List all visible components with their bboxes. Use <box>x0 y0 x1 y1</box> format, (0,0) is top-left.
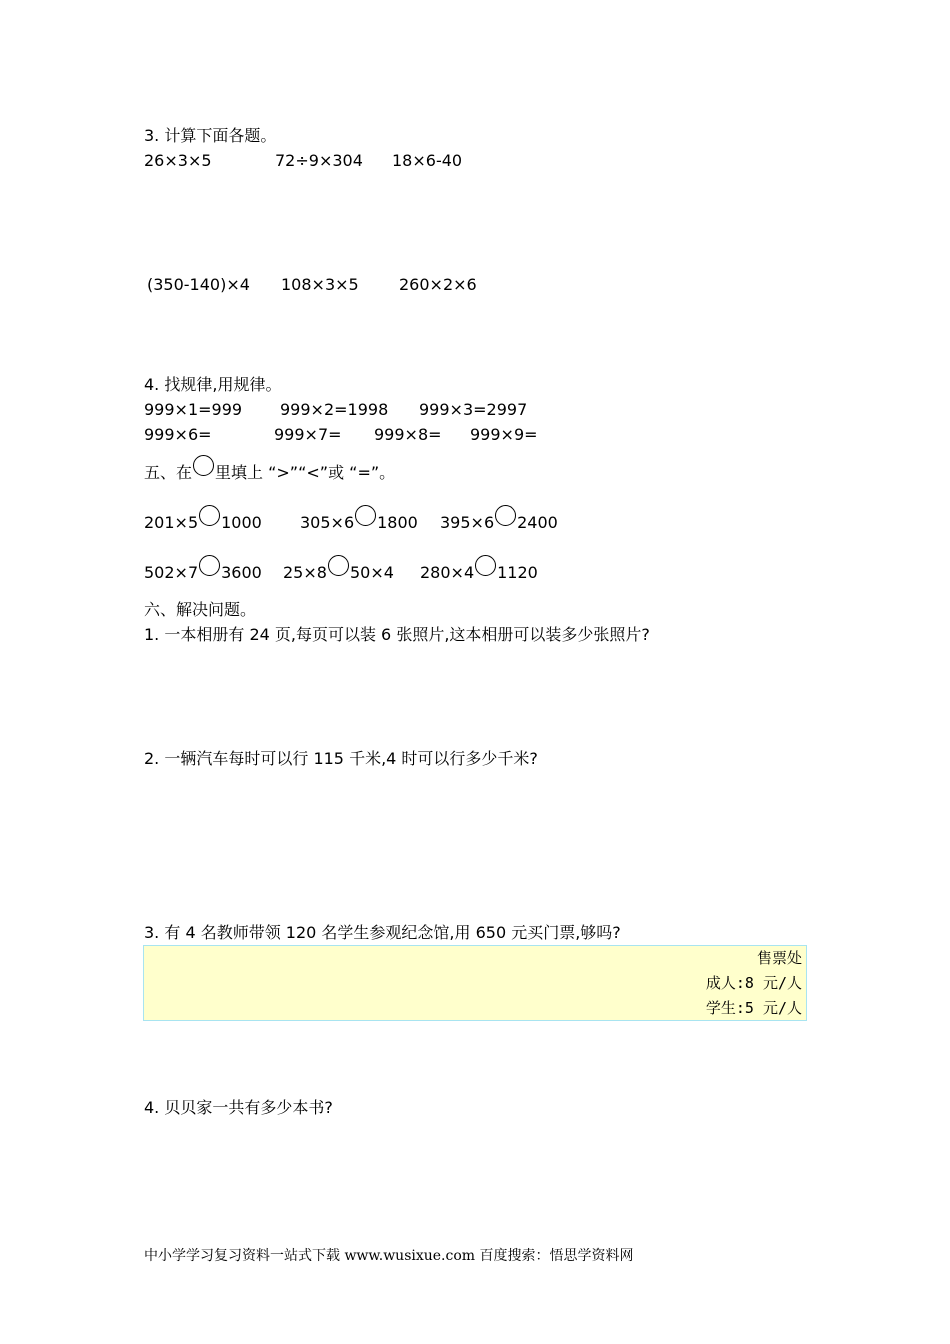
question-4: 4. 贝贝家一共有多少本书? <box>144 1098 333 1117</box>
answer-circle-icon[interactable] <box>495 505 516 526</box>
pattern-blank: 999×9= <box>470 425 538 444</box>
compare-left: 280×4 <box>420 563 475 582</box>
compare-right: 2400 <box>517 513 558 532</box>
compare-circle-icon <box>193 455 214 476</box>
expression: 18×6-40 <box>392 151 463 170</box>
compare-item <box>300 505 418 533</box>
part5-row1 <box>144 505 764 532</box>
pattern-blank: 999×7= <box>274 425 342 444</box>
question-1: 1. 一本相册有 24 页,每页可以装 6 张照片,这本相册可以装多少张照片? <box>144 625 650 644</box>
answer-circle-icon[interactable] <box>328 555 349 576</box>
pattern-item: 999×1=999 <box>144 400 243 419</box>
pattern-blank: 999×6= <box>144 425 212 444</box>
ticket-student-price: 学生:5 元/人 <box>705 999 802 1017</box>
section3-row1 <box>144 151 744 171</box>
expression: 108×3×5 <box>281 275 359 294</box>
compare-left: 395×6 <box>440 513 495 532</box>
section4-title: 4. 找规律,用规律。 <box>144 375 282 394</box>
page-footer: 中小学学习复习资料一站式下载 www.wusixue.com 百度搜索：悟思学资料网 <box>144 1248 634 1264</box>
section3-row2 <box>144 275 744 295</box>
compare-item <box>440 505 558 533</box>
part5-title <box>144 455 395 483</box>
compare-left: 502×7 <box>144 563 199 582</box>
part5-row2 <box>144 555 764 582</box>
expression: 26×3×5 <box>144 151 212 170</box>
section4-row2 <box>144 425 744 445</box>
part5-title-before: 五、在 <box>144 463 193 482</box>
compare-right: 1120 <box>497 563 538 582</box>
question-2: 2. 一辆汽车每时可以行 115 千米,4 时可以行多少千米? <box>144 749 538 768</box>
compare-right: 1000 <box>221 513 262 532</box>
pattern-item: 999×2=1998 <box>280 400 389 419</box>
answer-circle-icon[interactable] <box>199 555 220 576</box>
compare-left: 305×6 <box>300 513 355 532</box>
expression: 260×2×6 <box>399 275 477 294</box>
compare-item <box>144 555 262 583</box>
section4-row1 <box>144 400 744 420</box>
ticket-info-box <box>143 945 807 1021</box>
compare-left: 201×5 <box>144 513 199 532</box>
compare-right: 50×4 <box>349 563 394 582</box>
compare-right: 3600 <box>221 563 262 582</box>
ticket-title: 售票处 <box>756 949 802 967</box>
expression: (350-140)×4 <box>147 275 250 294</box>
part5-title-after: 里填上 “>”“<”或 “=”。 <box>215 463 396 482</box>
part6-title: 六、解决问题。 <box>144 600 257 619</box>
section3-title: 3. 计算下面各题。 <box>144 126 277 145</box>
question-3: 3. 有 4 名教师带领 120 名学生参观纪念馆,用 650 元买门票,够吗? <box>144 923 621 942</box>
ticket-adult-price: 成人:8 元/人 <box>705 974 802 992</box>
expression: 72÷9×304 <box>275 151 363 170</box>
pattern-item: 999×3=2997 <box>419 400 528 419</box>
compare-right: 1800 <box>377 513 418 532</box>
compare-left: 25×8 <box>283 563 327 582</box>
pattern-blank: 999×8= <box>374 425 442 444</box>
compare-item <box>144 505 262 533</box>
compare-item <box>420 555 538 583</box>
answer-circle-icon[interactable] <box>355 505 376 526</box>
compare-item <box>283 555 394 583</box>
answer-circle-icon[interactable] <box>475 555 496 576</box>
answer-circle-icon[interactable] <box>199 505 220 526</box>
